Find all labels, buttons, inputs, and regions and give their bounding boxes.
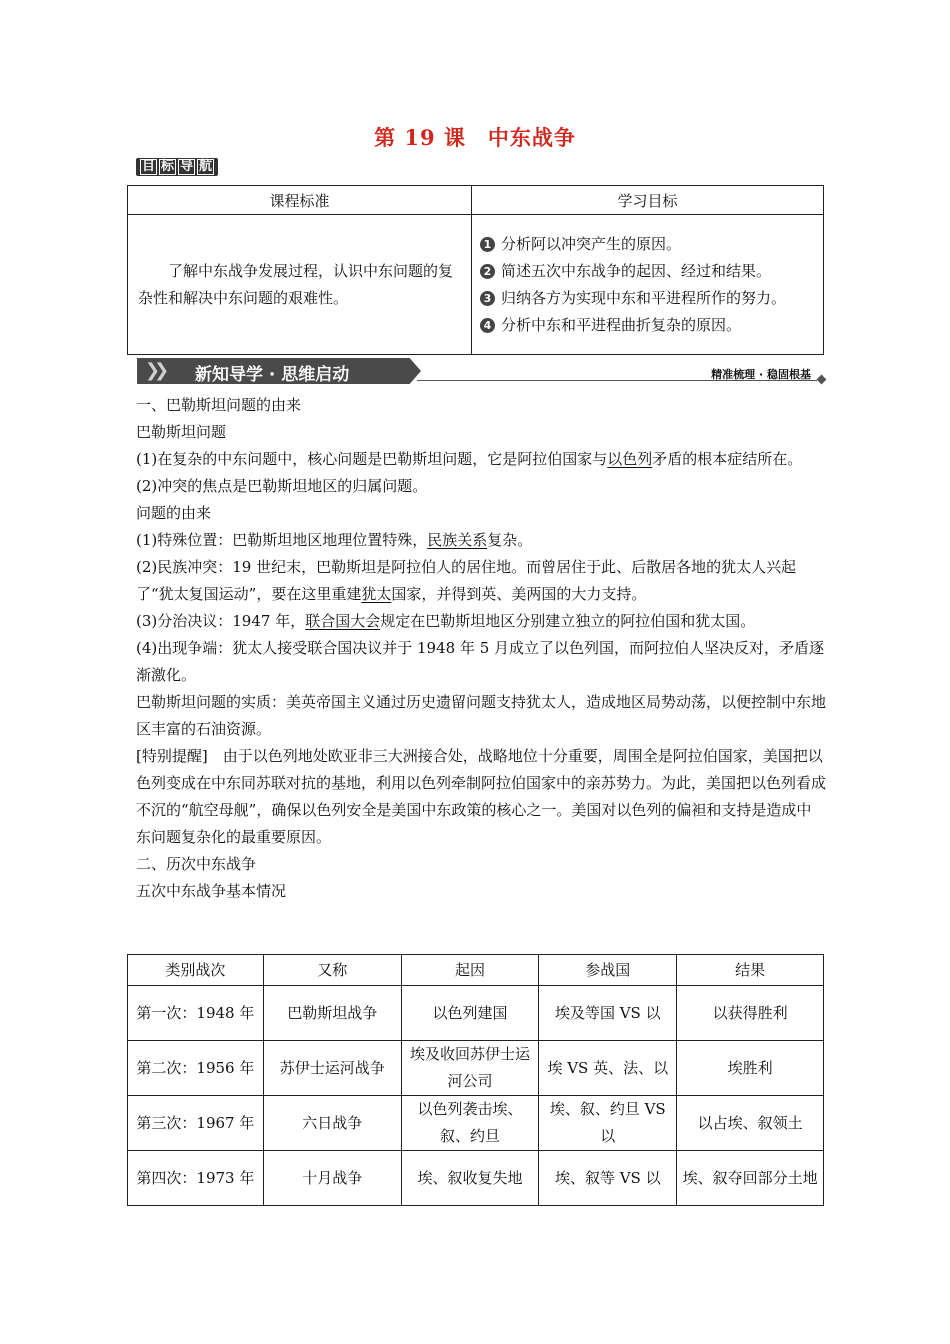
table-cell: 埃、叙等 VS 以 bbox=[539, 1151, 677, 1206]
paragraph: (2)冲突的焦点是巴勒斯坦地区的归属问题。 bbox=[136, 477, 428, 495]
goal-item: 2 简述五次中东战争的起因、经过和结果。 bbox=[480, 258, 815, 285]
goal-item: 1 分析阿以冲突产生的原因。 bbox=[480, 231, 815, 258]
learning-goals bbox=[472, 215, 824, 355]
course-standard: 了解中东战争发展过程，认识中东问题的复杂性和解决中东问题的艰难性。 bbox=[128, 215, 472, 355]
page-title: 第 19 课 中东战争 bbox=[374, 125, 576, 150]
table-cell: 埃、叙、约旦 VS 以 bbox=[539, 1096, 677, 1151]
table-cell: 埃及等国 VS 以 bbox=[539, 986, 677, 1041]
goal-item: 3 归纳各方为实现中东和平进程所作的努力。 bbox=[480, 285, 815, 312]
table-cell: 埃、叙收复失地 bbox=[401, 1151, 539, 1206]
double-chevron-icon: ❯❯ bbox=[145, 360, 164, 381]
header-standard: 课程标准 bbox=[128, 186, 472, 215]
table-cell: 以色列建国 bbox=[401, 986, 539, 1041]
subheading: 巴勒斯坦问题 bbox=[136, 423, 227, 441]
subheading: 五次中东战争基本情况 bbox=[136, 882, 287, 900]
table-cell: 十月战争 bbox=[263, 1151, 401, 1206]
paragraph: (1)特殊位置：巴勒斯坦地区地理位置特殊，民族关系复杂。 bbox=[136, 531, 533, 549]
subheading: 问题的由来 bbox=[136, 504, 212, 522]
table-cell: 埃胜利 bbox=[677, 1041, 824, 1096]
number-2-icon: 2 bbox=[480, 264, 495, 279]
badge-char: 目 bbox=[142, 159, 156, 174]
goals-table bbox=[127, 185, 824, 355]
number-4-icon: 4 bbox=[480, 318, 495, 333]
badge-char: 导 bbox=[180, 159, 194, 174]
wars-table bbox=[127, 954, 824, 1206]
column-header: 结果 bbox=[677, 955, 824, 986]
section-banner bbox=[137, 358, 825, 386]
paragraph: (1)在复杂的中东问题中，核心问题是巴勒斯坦问题，它是阿拉伯国家与以色列矛盾的根本症结所在。 bbox=[136, 450, 803, 468]
badge-char: 航 bbox=[199, 159, 213, 174]
banner-title: 新知导学 · 思维启动 bbox=[195, 365, 350, 385]
special-tip: [特别提醒] 由于以色列地处欧亚非三大洲接合处，战略地位十分重要，周围全是阿拉伯国家，美国把以色列变成在中东同苏联对抗的基地，利用以色列牵制阿拉伯国家中的亲苏势力。为此，美国把以色列看成不沉的“航空母舰”，确保以色列安全是美国中东政策的核心之一。美国对以色列的偏袒和支持是造成中东问题复杂化的最重要原因。 bbox=[136, 747, 827, 846]
paragraph: 巴勒斯坦问题的实质：美英帝国主义通过历史遗留问题支持犹太人，造成地区局势动荡，以便控制中东地区丰富的石油资源。 bbox=[136, 693, 827, 738]
column-header: 又称 bbox=[263, 955, 401, 986]
table-row bbox=[128, 1151, 824, 1206]
table-row bbox=[128, 1041, 824, 1096]
table-cell: 苏伊士运河战争 bbox=[263, 1041, 401, 1096]
table-cell: 埃、叙夺回部分土地 bbox=[677, 1151, 824, 1206]
section-badge-goals bbox=[136, 158, 218, 176]
table-cell: 以色列袭击埃、叙、约旦 bbox=[401, 1096, 539, 1151]
paragraph: (2)民族冲突：19 世纪末，巴勒斯坦是阿拉伯人的居住地。而曾居住于此、后散居各地的犹太人兴起了“犹太复国运动”，要在这里重建犹太国家，并得到英、美两国的大力支持。 bbox=[136, 558, 797, 603]
paragraph: (3)分治决议：1947 年，联合国大会规定在巴勒斯坦地区分别建立独立的阿拉伯国和犹太国。 bbox=[136, 612, 756, 630]
section-heading-2: 二、历次中东战争 bbox=[136, 855, 257, 873]
header-goals: 学习目标 bbox=[472, 186, 824, 215]
table-cell: 第二次：1956 年 bbox=[128, 1041, 264, 1096]
table-cell: 第一次：1948 年 bbox=[128, 986, 264, 1041]
table-cell: 以占埃、叙领土 bbox=[677, 1096, 824, 1151]
number-1-icon: 1 bbox=[480, 237, 495, 252]
number-3-icon: 3 bbox=[480, 291, 495, 306]
badge-char: 标 bbox=[161, 159, 175, 174]
banner-subtitle: 精准梳理 · 稳固根基 bbox=[711, 368, 811, 381]
paragraph: (4)出现争端：犹太人接受联合国决议并于 1948 年 5 月成立了以色列国，而阿拉伯人坚决反对，矛盾逐渐激化。 bbox=[136, 639, 825, 684]
table-header-row bbox=[128, 955, 824, 986]
diamond-icon bbox=[817, 375, 827, 385]
column-header: 类别战次 bbox=[128, 955, 264, 986]
table-row bbox=[128, 1096, 824, 1151]
main-content bbox=[136, 392, 826, 905]
table-cell: 埃 VS 英、法、以 bbox=[539, 1041, 677, 1096]
table-cell: 巴勒斯坦战争 bbox=[263, 986, 401, 1041]
table-cell: 埃及收回苏伊士运河公司 bbox=[401, 1041, 539, 1096]
table-row bbox=[128, 986, 824, 1041]
column-header: 参战国 bbox=[539, 955, 677, 986]
table-cell: 以获得胜利 bbox=[677, 986, 824, 1041]
goal-item: 4 分析中东和平进程曲折复杂的原因。 bbox=[480, 312, 815, 339]
table-cell: 六日战争 bbox=[263, 1096, 401, 1151]
table-cell: 第三次：1967 年 bbox=[128, 1096, 264, 1151]
table-cell: 第四次：1973 年 bbox=[128, 1151, 264, 1206]
column-header: 起因 bbox=[401, 955, 539, 986]
section-heading-1: 一、巴勒斯坦问题的由来 bbox=[136, 396, 302, 414]
